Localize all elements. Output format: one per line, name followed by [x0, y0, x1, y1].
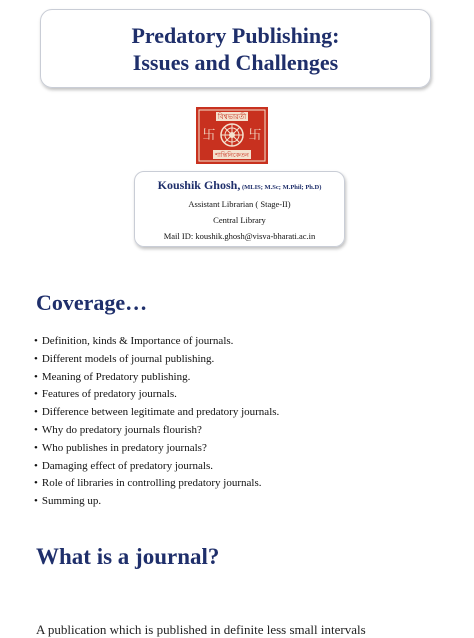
title-box — [40, 9, 431, 88]
author-name-line — [135, 177, 344, 196]
author-position: Assistant Librarian ( Stage-II) — [188, 199, 291, 209]
coverage-list — [34, 333, 279, 511]
coverage-item: • Features of predatory journals. — [34, 386, 279, 404]
logo-swastika-right-icon: 卐 — [248, 128, 262, 143]
coverage-item: • Role of libraries in controlling predatory journals. — [34, 475, 279, 493]
coverage-item: • Damaging effect of predatory journals. — [34, 458, 279, 476]
title-line-1: Predatory Publishing: — [131, 22, 340, 48]
coverage-item: • Why do predatory journals flourish? — [34, 422, 279, 440]
coverage-item: • Meaning of Predatory publishing. — [34, 369, 279, 387]
coverage-item: • Definition, kinds & Importance of journals. — [34, 333, 279, 351]
logo-bottom-text: শান্তিনিকেতন — [215, 151, 249, 159]
university-logo — [196, 107, 268, 164]
journal-heading: What is a journal? — [36, 544, 220, 569]
coverage-item: • Who publishes in predatory journals? — [34, 440, 279, 458]
author-box — [134, 171, 345, 247]
journal-definition-text: A publication which is published in definite less small intervals — [36, 622, 366, 637]
coverage-item: • Summing up. — [34, 493, 279, 511]
logo-top-text: বিশ্বভারতী — [217, 113, 247, 121]
logo-swastika-left-icon: 卐 — [202, 128, 216, 143]
coverage-item: • Different models of journal publishing. — [34, 351, 279, 369]
title-line-2: Issues and Challenges — [132, 49, 339, 75]
author-qualifications: (MLIS; M.Sc; M.Phil; Ph.D) — [240, 184, 322, 191]
coverage-heading: Coverage… — [36, 290, 148, 315]
coverage-item: • Difference between legitimate and predatory journals. — [34, 404, 279, 422]
author-name: Koushik Ghosh, — [157, 178, 241, 192]
author-mail: Mail ID: koushik.ghosh@visva-bharati.ac.in — [163, 231, 316, 241]
author-department: Central Library — [213, 215, 266, 225]
